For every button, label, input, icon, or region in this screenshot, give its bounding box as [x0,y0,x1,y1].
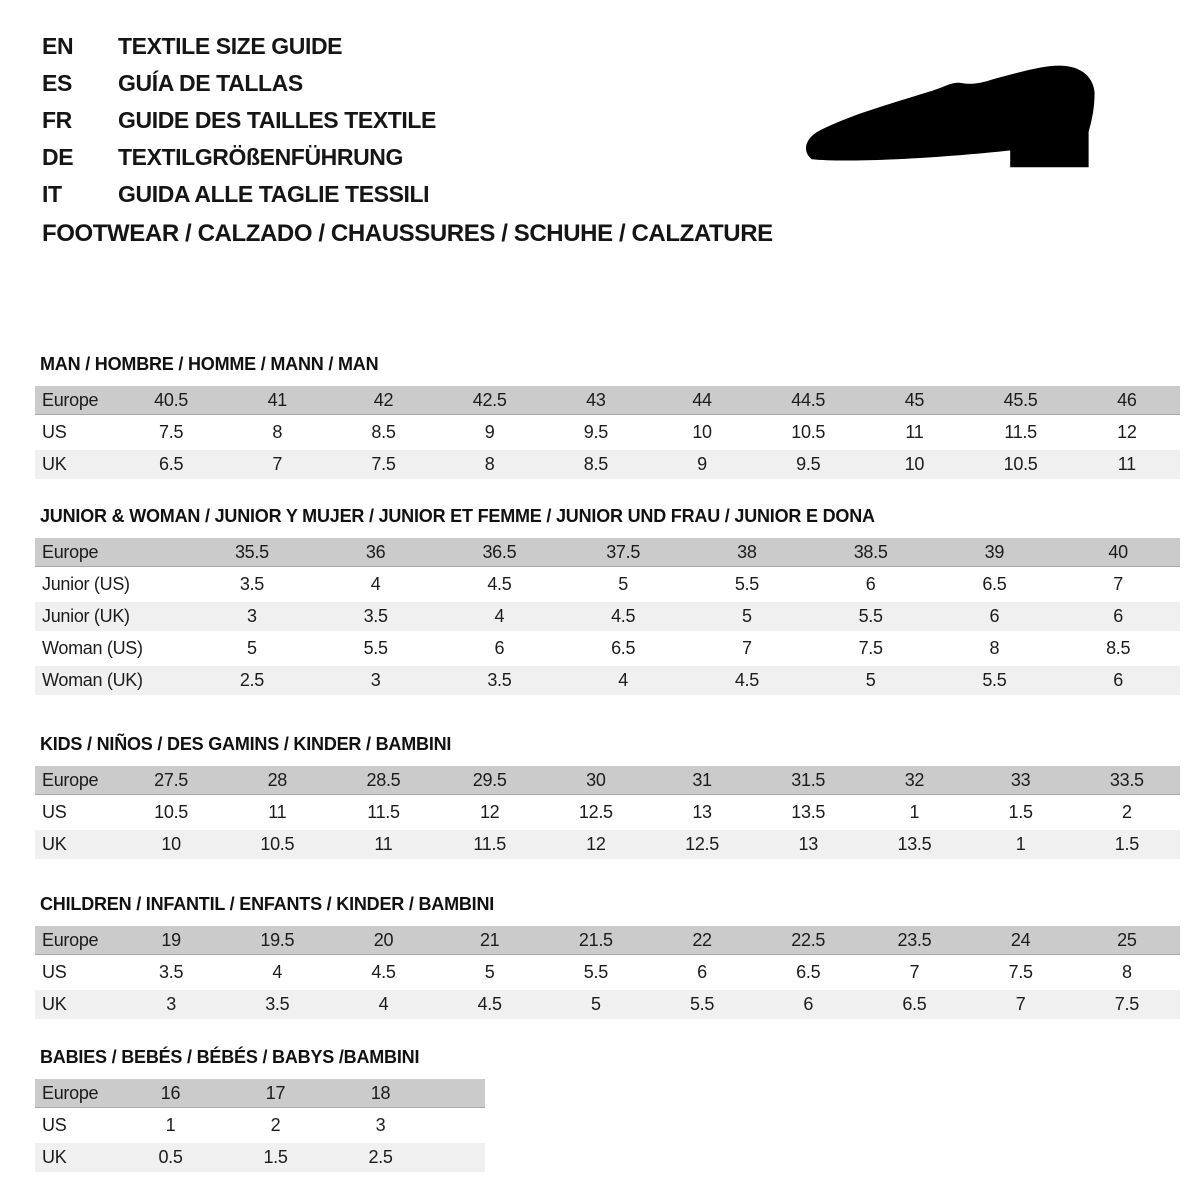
size-table-junior-woman [35,535,1180,698]
size-row [35,450,1180,479]
size-row [35,602,1180,631]
size-cell: 6.5 [933,570,1057,599]
size-cell: 22 [649,926,755,955]
size-row [35,1143,485,1172]
size-cell: 4 [224,958,330,987]
size-cell: 18 [328,1079,433,1108]
size-cell: 10 [118,830,224,859]
category-title: FOOTWEAR / CALZADO / CHAUSSURES / SCHUHE / CALZATURE [42,220,773,247]
size-cell: 7 [861,958,967,987]
size-cell: 33.5 [1074,766,1180,795]
size-cell: 40.5 [118,386,224,415]
size-cell: 24 [968,926,1074,955]
size-header-row [35,1079,485,1108]
size-cell: 41 [224,386,330,415]
size-cell: 11 [861,418,967,447]
size-cell: 43 [543,386,649,415]
size-cell: 8 [224,418,330,447]
size-cell: 5.5 [314,634,438,663]
size-cell: 3 [328,1111,433,1140]
row-label: UK [35,990,118,1019]
size-cell: 2 [1074,798,1180,827]
size-cell: 33 [968,766,1074,795]
size-cell: 7.5 [1074,990,1180,1019]
size-row [35,634,1180,663]
dress-shoe-icon [798,60,1144,194]
size-cell: 8.5 [330,418,436,447]
language-code: ES [42,70,72,96]
size-cell: 6 [438,634,562,663]
size-cell: 6 [809,570,933,599]
size-cell: 11.5 [437,830,543,859]
section-title: CHILDREN / INFANTIL / ENFANTS / KINDER / BAMBINI [40,894,495,914]
size-cell: 13.5 [861,830,967,859]
size-cell: 11.5 [968,418,1074,447]
language-code: EN [42,33,74,59]
size-cell: 21.5 [543,926,649,955]
size-row [35,418,1180,447]
size-row [35,958,1180,987]
size-cell: 5 [685,602,809,631]
size-cell: 6 [1056,666,1180,695]
language-title: TEXTILGRÖßENFÜHRUNG [118,144,403,170]
size-row [35,798,1180,827]
language-title-list [42,28,436,213]
size-table-kids [35,763,1180,862]
size-cell: 13 [649,798,755,827]
size-cell: 7.5 [809,634,933,663]
size-cell: 7 [968,990,1074,1019]
size-cell: 6 [649,958,755,987]
row-label: US [35,1111,118,1140]
size-cell: 30 [543,766,649,795]
size-cell: 3.5 [118,958,224,987]
size-row [35,830,1180,859]
size-cell: 9 [437,418,543,447]
size-cell: 8 [1074,958,1180,987]
size-cell: 46 [1074,386,1180,415]
size-cell: 10.5 [755,418,861,447]
size-header-row [35,538,1180,567]
size-cell: 44.5 [755,386,861,415]
size-cell: 42 [330,386,436,415]
size-cell: 7.5 [118,418,224,447]
size-table-man [35,383,1180,482]
section-title: MAN / HOMBRE / HOMME / MANN / MAN [40,354,379,374]
size-cell: 11 [330,830,436,859]
language-title: GUÍA DE TALLAS [118,70,303,96]
size-cell: 5 [809,666,933,695]
size-cell: 5.5 [685,570,809,599]
size-cell: 16 [118,1079,223,1108]
size-cell: 6.5 [561,634,685,663]
size-cell: 42.5 [437,386,543,415]
size-table-children [35,923,1180,1022]
size-cell: 5.5 [809,602,933,631]
size-cell: 44 [649,386,755,415]
section-junior-woman [35,506,1180,698]
size-cell: 4 [438,602,562,631]
size-cell: 6 [755,990,861,1019]
row-label: Woman (US) [35,634,190,663]
size-cell: 29.5 [437,766,543,795]
filler-cell [433,1079,485,1108]
language-code: FR [42,107,72,133]
size-cell: 19 [118,926,224,955]
row-label: UK [35,1143,118,1172]
size-cell: 4 [561,666,685,695]
size-cell: 4.5 [330,958,436,987]
size-cell: 6 [933,602,1057,631]
size-cell: 5 [190,634,314,663]
language-code: IT [42,181,62,207]
size-cell: 38.5 [809,538,933,567]
size-cell: 17 [223,1079,328,1108]
size-cell: 8.5 [543,450,649,479]
size-cell: 11.5 [330,798,436,827]
size-cell: 11 [1074,450,1180,479]
section-title: BABIES / BEBÉS / BÉBÉS / BABYS /BAMBINI [40,1047,420,1067]
language-title: TEXTILE SIZE GUIDE [118,33,343,59]
size-cell: 7 [1056,570,1180,599]
size-cell: 1 [861,798,967,827]
row-label: Europe [35,766,118,795]
size-cell: 5 [437,958,543,987]
language-title: GUIDE DES TAILLES TEXTILE [118,107,436,133]
size-cell: 21 [437,926,543,955]
size-header-row [35,926,1180,955]
size-cell: 38 [685,538,809,567]
size-row [35,666,1180,695]
section-children [35,894,1180,1022]
size-header-row [35,386,1180,415]
size-cell: 10.5 [968,450,1074,479]
size-cell: 13 [755,830,861,859]
size-cell: 7.5 [968,958,1074,987]
size-cell: 5.5 [543,958,649,987]
size-cell: 10 [649,418,755,447]
size-cell: 31.5 [755,766,861,795]
row-label: Europe [35,926,118,955]
size-cell: 28 [224,766,330,795]
size-cell: 19.5 [224,926,330,955]
size-row [35,990,1180,1019]
size-cell: 31 [649,766,755,795]
size-cell: 27.5 [118,766,224,795]
size-cell: 3.5 [224,990,330,1019]
size-cell: 5 [561,570,685,599]
size-cell: 10 [861,450,967,479]
language-row-es [42,65,436,102]
row-label: US [35,418,118,447]
section-kids [35,734,1180,862]
size-cell: 5 [543,990,649,1019]
size-cell: 4 [330,990,436,1019]
size-cell: 0.5 [118,1143,223,1172]
size-cell: 23.5 [861,926,967,955]
size-cell: 20 [330,926,436,955]
size-cell: 37.5 [561,538,685,567]
size-cell: 28.5 [330,766,436,795]
size-cell: 8 [437,450,543,479]
size-cell: 12.5 [649,830,755,859]
size-cell: 8 [933,634,1057,663]
size-cell: 25 [1074,926,1180,955]
size-cell: 1.5 [1074,830,1180,859]
size-cell: 3 [190,602,314,631]
size-cell: 45 [861,386,967,415]
size-cell: 36 [314,538,438,567]
size-cell: 12 [437,798,543,827]
size-cell: 5.5 [933,666,1057,695]
size-cell: 2.5 [328,1143,433,1172]
size-cell: 5.5 [649,990,755,1019]
row-label: Europe [35,1079,118,1108]
size-cell: 10.5 [118,798,224,827]
size-cell: 12 [1074,418,1180,447]
size-cell: 3 [314,666,438,695]
language-row-fr [42,102,436,139]
row-label: US [35,798,118,827]
language-row-de [42,139,436,176]
size-cell: 35.5 [190,538,314,567]
size-cell: 3.5 [438,666,562,695]
language-row-en [42,28,436,65]
size-cell: 40 [1056,538,1180,567]
size-cell: 1.5 [223,1143,328,1172]
size-cell: 12 [543,830,649,859]
size-cell: 7 [224,450,330,479]
size-cell: 3.5 [190,570,314,599]
row-label: UK [35,450,118,479]
size-cell: 2 [223,1111,328,1140]
size-row [35,570,1180,599]
section-man [35,354,1180,482]
row-label: UK [35,830,118,859]
size-cell: 13.5 [755,798,861,827]
size-cell: 4.5 [438,570,562,599]
size-cell: 1 [968,830,1074,859]
size-cell: 45.5 [968,386,1074,415]
size-cell: 6.5 [118,450,224,479]
size-cell: 3 [118,990,224,1019]
size-cell: 3.5 [314,602,438,631]
size-cell: 39 [933,538,1057,567]
section-babies [35,1047,1180,1175]
size-cell: 36.5 [438,538,562,567]
size-header-row [35,766,1180,795]
size-cell: 9.5 [543,418,649,447]
size-cell: 6 [1056,602,1180,631]
size-cell: 11 [224,798,330,827]
language-code: DE [42,144,74,170]
size-cell: 6.5 [755,958,861,987]
size-cell: 8.5 [1056,634,1180,663]
language-title: GUIDA ALLE TAGLIE TESSILI [118,181,430,207]
size-cell: 4 [314,570,438,599]
size-cell: 6.5 [861,990,967,1019]
size-table-babies [35,1076,485,1175]
section-title: JUNIOR & WOMAN / JUNIOR Y MUJER / JUNIOR ET FEMME / JUNIOR UND FRAU / JUNIOR E DONA [40,506,875,526]
language-row-it [42,176,436,213]
row-label: Junior (UK) [35,602,190,631]
size-cell: 7.5 [330,450,436,479]
size-cell: 22.5 [755,926,861,955]
filler-cell [433,1143,485,1172]
size-cell: 4.5 [561,602,685,631]
size-cell: 4.5 [437,990,543,1019]
row-label: Junior (US) [35,570,190,599]
row-label: Woman (UK) [35,666,190,695]
row-label: US [35,958,118,987]
size-cell: 2.5 [190,666,314,695]
size-cell: 7 [685,634,809,663]
size-cell: 1.5 [968,798,1074,827]
size-cell: 9 [649,450,755,479]
size-cell: 10.5 [224,830,330,859]
section-title: KIDS / NIÑOS / DES GAMINS / KINDER / BAMBINI [40,734,452,754]
row-label: Europe [35,538,190,567]
row-label: Europe [35,386,118,415]
size-cell: 32 [861,766,967,795]
filler-cell [433,1111,485,1140]
size-cell: 12.5 [543,798,649,827]
size-row [35,1111,485,1140]
size-cell: 9.5 [755,450,861,479]
size-cell: 1 [118,1111,223,1140]
size-cell: 4.5 [685,666,809,695]
